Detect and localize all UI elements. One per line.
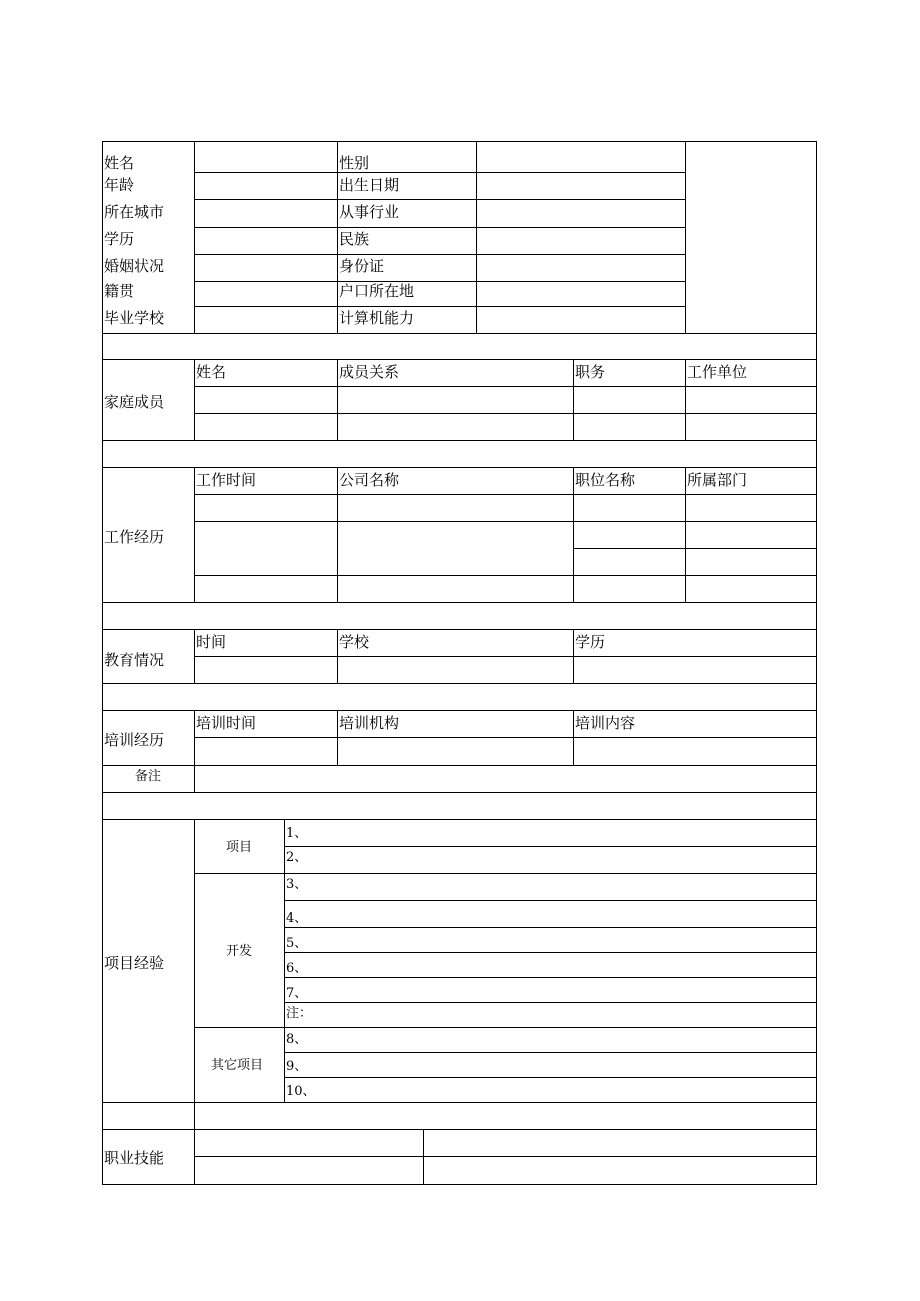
work-col-company: 公司名称 [339, 471, 400, 489]
family-section-label: 家庭成员 [104, 393, 165, 411]
grid-line [573, 629, 574, 683]
native-place-field[interactable] [195, 282, 337, 306]
birth-date-field[interactable] [477, 173, 685, 199]
grid-line [194, 386, 817, 387]
industry-label: 从事行业 [339, 203, 400, 221]
city-field[interactable] [195, 200, 337, 227]
birth-date-label: 出生日期 [339, 176, 400, 194]
work-col-department: 所属部门 [687, 471, 748, 489]
grid-line [573, 359, 574, 440]
computer-skill-label: 计算机能力 [339, 309, 415, 327]
grid-line [284, 1077, 817, 1078]
education-col-time: 时间 [196, 633, 227, 651]
age-field[interactable] [195, 173, 337, 199]
age-label: 年龄 [104, 176, 135, 194]
grid-line [337, 141, 338, 333]
project-item-number: 5、 [286, 936, 308, 951]
project-item-number: 6、 [286, 961, 308, 976]
education-section-label: 教育情况 [104, 651, 165, 669]
grid-line [194, 1027, 817, 1028]
project-note-label: 注： [286, 1006, 313, 1021]
grid-line [194, 629, 195, 683]
family-col-workplace: 工作单位 [687, 363, 748, 381]
school-label: 毕业学校 [104, 309, 165, 327]
education-col-school: 学校 [339, 633, 370, 651]
grid-line [337, 467, 338, 602]
project-group-label: 项目 [226, 840, 253, 855]
education-label: 学历 [104, 230, 135, 248]
grid-line [284, 819, 285, 1102]
skill-field[interactable] [195, 1130, 423, 1156]
grid-line [102, 359, 817, 360]
training-col-org: 培训机构 [339, 714, 400, 732]
grid-line [102, 333, 817, 334]
grid-line [194, 656, 817, 657]
remark-label: 备注 [135, 769, 162, 784]
other-projects-group-label: 其它项目 [211, 1058, 264, 1073]
grid-line [194, 873, 817, 874]
grid-line [102, 440, 817, 441]
grid-line [102, 792, 817, 793]
hukou-field[interactable] [477, 282, 685, 306]
grid-line [102, 819, 817, 820]
grid-line [337, 629, 338, 683]
grid-line [102, 1184, 817, 1185]
grid-line [284, 1052, 817, 1053]
work-section-label: 工作经历 [104, 528, 165, 546]
education-col-degree: 学历 [575, 633, 606, 651]
education-field[interactable] [195, 228, 337, 254]
project-item-number: 1、 [286, 826, 308, 841]
other-project-item-number: 9、 [286, 1059, 308, 1074]
grid-line [194, 359, 195, 440]
grid-line [337, 359, 338, 440]
computer-skill-field[interactable] [477, 307, 685, 333]
grid-line [816, 141, 817, 1185]
skill-field[interactable] [195, 1157, 423, 1184]
grid-line [194, 413, 817, 414]
gender-label: 性别 [339, 154, 370, 172]
project-item-number: 3、 [286, 877, 308, 892]
grid-line [284, 846, 817, 847]
grid-line [573, 467, 574, 602]
grid-line [337, 710, 338, 765]
name-label: 姓名 [104, 154, 135, 172]
work-col-time: 工作时间 [196, 471, 257, 489]
training-col-content: 培训内容 [575, 714, 636, 732]
work-col-position: 职位名称 [575, 471, 636, 489]
id-card-label: 身份证 [339, 257, 385, 275]
industry-field[interactable] [477, 200, 685, 227]
grid-line [284, 900, 817, 901]
grid-line [102, 467, 817, 468]
family-col-relation: 成员关系 [339, 363, 400, 381]
training-col-time: 培训时间 [196, 714, 257, 732]
grid-line [102, 602, 817, 603]
grid-line [284, 977, 817, 978]
photo-area[interactable] [686, 142, 816, 333]
grid-line [284, 1002, 817, 1003]
grid-line [194, 494, 817, 495]
grid-line [685, 359, 686, 440]
grid-line [573, 548, 817, 549]
skills-section-label: 职业技能 [104, 1149, 165, 1167]
native-place-label: 籍贯 [104, 282, 135, 300]
grid-line [102, 629, 817, 630]
grid-line [102, 710, 817, 711]
city-label: 所在城市 [104, 203, 165, 221]
marital-status-field[interactable] [195, 255, 337, 281]
project-item-number: 4、 [286, 911, 308, 926]
project-item-number: 2、 [286, 850, 308, 865]
grid-line [284, 927, 817, 928]
skill-field[interactable] [424, 1157, 816, 1184]
grid-line [573, 710, 574, 765]
id-card-field[interactable] [477, 255, 685, 281]
grid-line [284, 952, 817, 953]
remark-field[interactable] [195, 766, 816, 792]
family-col-name: 姓名 [196, 363, 227, 381]
marital-status-label: 婚姻状况 [104, 257, 165, 275]
skill-field[interactable] [424, 1130, 816, 1156]
grid-line [194, 737, 817, 738]
training-section-label: 培训经历 [104, 731, 165, 749]
ethnicity-field[interactable] [477, 228, 685, 254]
dev-group-label: 开发 [226, 944, 253, 959]
school-field[interactable] [195, 307, 337, 333]
grid-line [194, 575, 817, 576]
other-project-item-number: 10、 [286, 1084, 316, 1099]
grid-line [102, 141, 103, 1185]
grid-line [194, 521, 817, 522]
grid-line [194, 819, 195, 1156]
other-project-item-number: 8、 [286, 1032, 308, 1047]
projects-section-label: 项目经验 [104, 954, 165, 972]
grid-line [685, 467, 686, 602]
name-field[interactable] [195, 142, 337, 172]
hukou-label: 户口所在地 [339, 282, 415, 300]
family-col-position: 职务 [575, 363, 606, 381]
ethnicity-label: 民族 [339, 230, 370, 248]
gender-field[interactable] [477, 142, 685, 172]
grid-line [102, 1102, 817, 1103]
grid-line [194, 467, 195, 602]
project-item-number: 7、 [286, 986, 308, 1001]
grid-line [102, 683, 817, 684]
